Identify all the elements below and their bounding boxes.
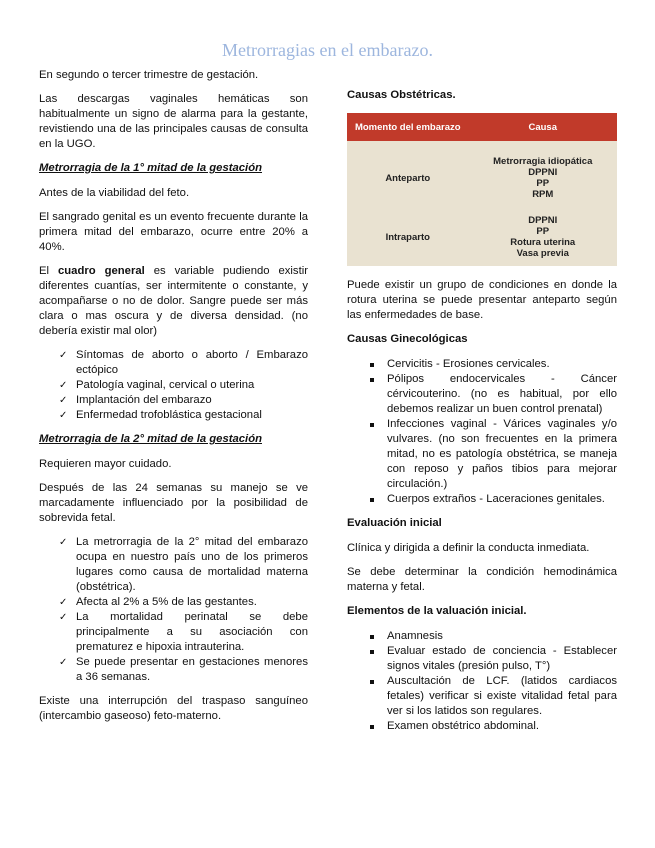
cause-item: Rotura uterina xyxy=(510,237,576,248)
heading-first-half: Metrorragia de la 1° mitad de la gestación xyxy=(39,162,262,174)
second-half-facts-list xyxy=(39,535,308,685)
heading-second-half: Metrorragia de la 2° mitad de la gestación xyxy=(39,433,262,445)
paragraph-alarm: Las descargas vaginales hemáticas son habitualmente un signo de alarma para la gestante, revistiendo una de las principales causas de consulta en la UGO. xyxy=(39,93,308,150)
list-item: Auscultación de LCF. (latidos cardiacos fetales) verificar si existe vitalidad fetal para ver si los latidos son regulares. xyxy=(387,675,617,717)
list-item: Pólipos endocervicales - Cáncer cérvicouterino. (no es habitual, por ello debemos realizar un buen control prenatal) xyxy=(387,373,617,415)
list-item: Infecciones vaginal - Várices vaginales y/o vulvares. (no son frecuentes en la primera mitad, no es patología obstétrica, se maneja con reposo y paños tibios para mejorar circulación.) xyxy=(387,418,617,490)
bold-term: cuadro general xyxy=(57,265,145,277)
heading-evaluation-elements: Elementos de la valuación inicial. xyxy=(347,605,527,617)
paragraph-24-weeks: Después de las 24 semanas su manejo se ve marcadamente influenciado por la posibilidad de sobrevida fetal. xyxy=(39,482,308,524)
paragraph-clinical: Clínica y dirigida a definir la conducta inmediata. xyxy=(347,542,590,554)
paragraph-frequency: El sangrado genital es un evento frecuente durante la primera mitad del embarazo, ocurre entre 20% a 40%. xyxy=(39,211,308,253)
list-item: Anamnesis xyxy=(387,629,617,644)
list-item: Cuerpos extraños - Laceraciones genitales. xyxy=(387,492,617,507)
list-item: Cervicitis - Erosiones cervicales. xyxy=(387,357,617,372)
paragraph-interruption: Existe una interrupción del traspaso sanguíneo (intercambio gaseoso) feto-materno. xyxy=(39,695,308,722)
cause-item: PP xyxy=(536,178,550,189)
text-fragment: El xyxy=(39,265,58,277)
cause-item: DPPNI xyxy=(528,215,558,226)
list-item: ✓ Implantación del embarazo xyxy=(76,393,308,408)
heading-gynecologic-causes: Causas Ginecológicas xyxy=(347,333,468,345)
table-row xyxy=(347,141,617,208)
list-item: ✓ Se puede presentar en gestaciones menores a 36 semanas. xyxy=(76,655,308,685)
table-cell-causes xyxy=(469,208,618,266)
table-header-moment: Momento del embarazo xyxy=(347,113,469,141)
paragraph-care: Requieren mayor cuidado. xyxy=(39,458,172,470)
list-item: Examen obstétrico abdominal. xyxy=(387,719,617,734)
gynecologic-causes-list xyxy=(347,357,617,507)
list-item: ✓ Síntomas de aborto o aborto / Embarazo ectópico xyxy=(76,348,308,378)
cause-item: DPPNI xyxy=(528,167,558,178)
document-title: Metrorragias en el embarazo. xyxy=(222,40,433,60)
paragraph-hemodynamic: Se debe determinar la condición hemodinámica materna y fetal. xyxy=(347,566,617,593)
list-item: ✓ Patología vaginal, cervical o uterina xyxy=(76,378,308,393)
evaluation-elements-list xyxy=(347,629,617,734)
heading-initial-evaluation: Evaluación inicial xyxy=(347,517,442,529)
list-item: ✓ La mortalidad perinatal se debe principalmente a su asociación con prematurez e hipoxia intrauterina. xyxy=(76,610,308,655)
list-item: Evaluar estado de conciencia - Establecer signos vitales (presión pulso, T°) xyxy=(387,645,617,672)
table-cell-moment: Intraparto xyxy=(347,208,469,266)
paragraph-general xyxy=(39,264,308,339)
first-half-causes-list xyxy=(39,348,308,423)
table-row xyxy=(347,208,617,266)
paragraph-viability: Antes de la viabilidad del feto. xyxy=(39,187,190,199)
cause-item: Vasa previa xyxy=(516,248,569,259)
list-item: ✓ La metrorragia de la 2° mitad del embarazo ocupa en nuestro país uno de los primeros lugares como causa de mortalidad materna (obstétrica). xyxy=(76,535,308,595)
table-cell-moment: Anteparto xyxy=(347,141,469,208)
table-header-cause: Causa xyxy=(469,113,618,141)
paragraph-uterine-rupture: Puede existir un grupo de condiciones en donde la rotura uterina se puede presentar anteparto según las enfermedades de base. xyxy=(347,279,617,321)
list-item: ✓ Enfermedad trofoblástica gestacional xyxy=(76,408,308,423)
intro-text: En segundo o tercer trimestre de gestación. xyxy=(39,69,259,81)
heading-obstetric-causes: Causas Obstétricas. xyxy=(347,89,456,101)
cause-item: RPM xyxy=(532,189,554,200)
text-fragment: es variable pudiendo existir diferentes cuantías, ser intermitente o constante, y acompañarse o no de dolor. Sangre puede ser más clara o mas oscura y de diversa densidad. (no debería existir mal olor) xyxy=(39,265,308,337)
list-item: ✓ Afecta al 2% a 5% de las gestantes. xyxy=(76,595,308,610)
cause-item: PP xyxy=(536,226,550,237)
table-cell-causes xyxy=(469,141,618,208)
cause-item: Metrorragia idiopática xyxy=(493,156,593,167)
left-column xyxy=(39,68,308,733)
right-column xyxy=(347,88,617,743)
obstetric-causes-table xyxy=(347,113,617,266)
